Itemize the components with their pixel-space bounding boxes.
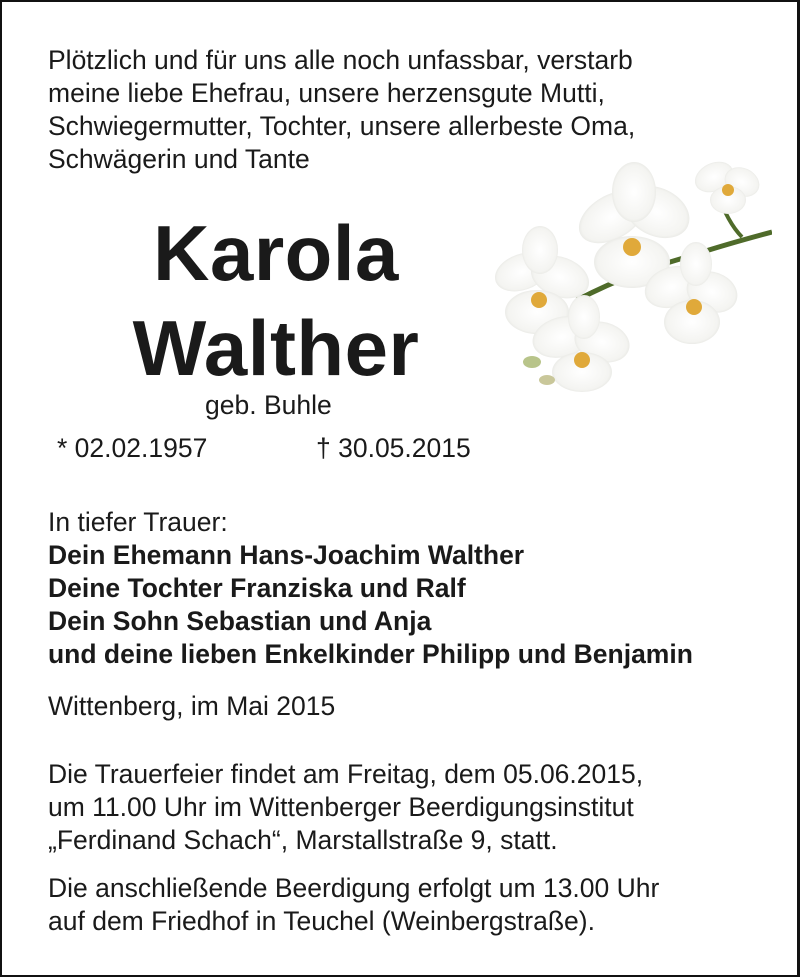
funeral-line: Die Trauerfeier findet am Freitag, dem 05.06.2015, <box>48 759 644 789</box>
intro-line: meine liebe Ehefrau, unsere herzensgute Mutti, <box>48 78 605 108</box>
mourners-section <box>48 506 693 671</box>
burial-info <box>48 872 659 938</box>
intro-line: Schwiegermutter, Tochter, unsere allerbeste Oma, <box>48 111 636 141</box>
mourner-name: Dein Sohn Sebastian und Anja <box>48 606 432 636</box>
deceased-last-name: Walther <box>132 304 420 392</box>
deceased-first-name: Karola <box>153 209 399 297</box>
place-date: Wittenberg, im Mai 2015 <box>48 691 336 721</box>
burial-line: auf dem Friedhof in Teuchel (Weinbergstraße). <box>48 906 595 936</box>
mourner-name: Dein Ehemann Hans-Joachim Walther <box>48 540 525 570</box>
mourner-name: und deine lieben Enkelkinder Philipp und Benjamin <box>48 639 693 669</box>
mourner-name: Deine Tochter Franziska und Ralf <box>48 573 466 603</box>
orchid-flower <box>690 156 764 214</box>
funeral-line: um 11.00 Uhr im Wittenberger Beerdigungsinstitut <box>48 792 634 822</box>
funeral-line: „Ferdinand Schach“, Marstallstraße 9, statt. <box>48 825 558 855</box>
maiden-name: geb. Buhle <box>205 390 332 420</box>
birth-date: * 02.02.1957 <box>57 433 208 463</box>
white-orchid-image <box>492 152 772 402</box>
intro-line: Plötzlich und für uns alle noch unfassbar, verstarb <box>48 45 633 75</box>
death-date: † 30.05.2015 <box>316 433 471 463</box>
funeral-info <box>48 758 643 857</box>
burial-line: Die anschließende Beerdigung erfolgt um 13.00 Uhr <box>48 873 660 903</box>
mourners-heading: In tiefer Trauer: <box>48 507 228 537</box>
intro-line: Schwägerin und Tante <box>48 144 310 174</box>
